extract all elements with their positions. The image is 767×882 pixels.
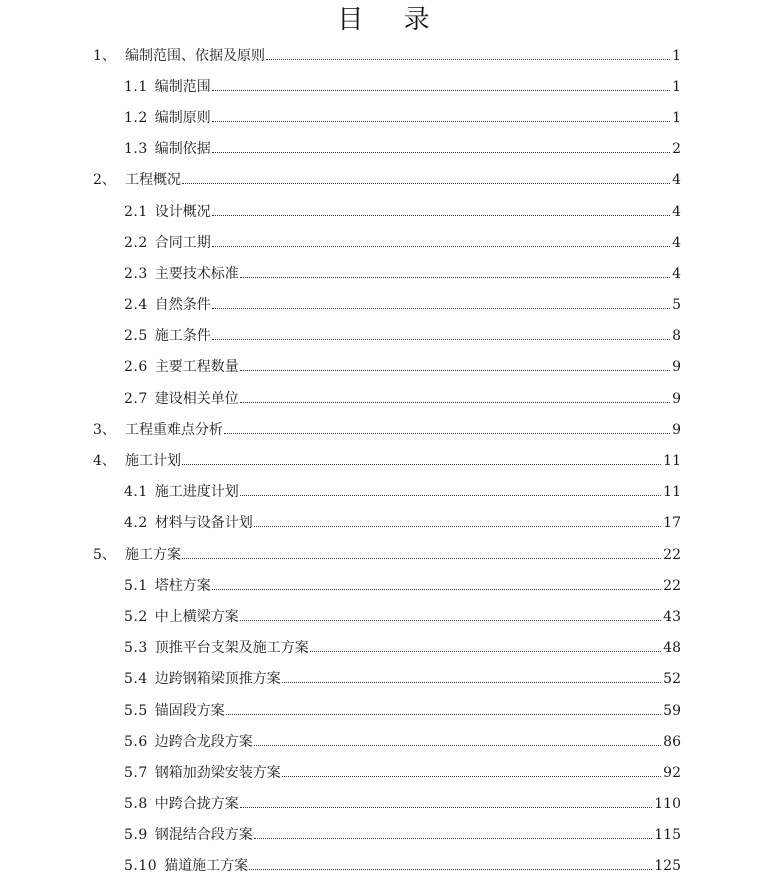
toc-entry-label: 施工进度计划 [154,484,239,501]
toc-subsection-entry[interactable] [0,71,767,102]
toc-dot-leader [266,58,670,60]
toc-entry-label: 塔柱方案 [154,577,211,594]
toc-entry-page-number: 48 [663,640,681,657]
toc-dot-leader [282,775,661,777]
toc-entry-page-number: 52 [663,671,681,688]
toc-entry-number: 1、 [93,47,116,64]
toc-subsection-entry[interactable] [0,664,767,695]
toc-entry-number: 5.4 [124,671,148,688]
toc-entry-page-number: 17 [663,515,681,532]
toc-entry-number: 5.3 [124,640,148,657]
toc-entry-label: 锚固段方案 [154,702,225,719]
toc-entry-label: 合同工期 [154,234,211,251]
toc-entry-label: 工程概况 [125,172,181,189]
toc-entry-page-number: 59 [663,702,681,719]
toc-entry-label: 顶推平台支架及施工方案 [154,640,309,657]
toc-dot-leader [182,463,661,465]
toc-entry-label: 施工条件 [154,328,211,345]
toc-subsection-entry[interactable] [0,757,767,788]
toc-dot-leader [224,432,670,434]
toc-entry-page-number: 9 [672,359,681,376]
toc-entry-page-number: 92 [663,764,681,781]
toc-entry-page-number: 4 [672,265,681,282]
toc-entry-number: 4.1 [124,484,148,501]
toc-dot-leader [249,868,652,870]
toc-entry-label: 主要技术标准 [154,265,239,282]
toc-subsection-entry[interactable] [0,695,767,726]
toc-entry-label: 施工计划 [125,453,181,470]
toc-entry-number: 2.4 [124,297,148,314]
toc-dot-leader [212,245,670,247]
toc-entry-label: 设计概况 [154,203,211,220]
toc-subsection-entry[interactable] [0,633,767,664]
toc-entry-number: 5.10 [124,858,158,875]
toc-dot-leader [254,744,661,746]
toc-subsection-entry[interactable] [0,477,767,508]
toc-entry-label: 边跨钢箱梁顶推方案 [154,671,281,688]
toc-entry-number: 5.8 [124,796,148,813]
toc-entry-label: 编制原则 [154,109,211,126]
toc-entry-label: 编制范围 [154,78,211,95]
toc-entry-page-number: 8 [672,328,681,345]
toc-entry-number: 2.1 [124,203,148,220]
toc-dot-leader [212,214,670,216]
toc-entry-label: 施工方案 [125,546,181,563]
toc-dot-leader [240,401,670,403]
toc-dot-leader [226,713,661,715]
toc-entry-label: 自然条件 [154,297,211,314]
toc-subsection-entry[interactable] [0,851,767,882]
toc-entry-number: 5、 [93,546,116,563]
toc-dot-leader [212,588,661,590]
toc-subsection-entry[interactable] [0,789,767,820]
toc-dot-leader [254,837,653,839]
toc-dot-leader [240,369,670,371]
toc-entry-number: 3、 [93,421,116,438]
toc-entry-page-number: 22 [663,546,681,563]
toc-subsection-entry[interactable] [0,102,767,133]
toc-entry-number: 5.9 [124,827,148,844]
toc-entry-page-number: 5 [672,297,681,314]
toc-dot-leader [182,182,670,184]
toc-entry-number: 5.2 [124,608,148,625]
page-title: 目 录 [337,5,446,35]
toc-entry-label: 编制范围、依据及原则 [125,47,265,64]
toc-entry-label: 中上横梁方案 [154,608,239,625]
toc-subsection-entry[interactable] [0,352,767,383]
toc-entry-number: 4.2 [124,515,148,532]
toc-entry-page-number: 11 [663,453,681,470]
toc-entry-page-number: 1 [672,109,681,126]
toc-entry-number: 2、 [93,172,116,189]
toc-entry-number: 5.1 [124,577,148,594]
toc-entry-number: 1.2 [124,109,148,126]
toc-list [0,40,767,882]
toc-subsection-entry[interactable] [0,258,767,289]
toc-subsection-entry[interactable] [0,508,767,539]
toc-entry-number: 4、 [93,453,116,470]
toc-entry-label: 建设相关单位 [154,390,239,407]
toc-entry-label: 编制依据 [154,141,211,158]
toc-entry-number: 2.3 [124,265,148,282]
toc-subsection-entry[interactable] [0,321,767,352]
toc-entry-label: 钢混结合段方案 [154,827,253,844]
toc-entry-label: 材料与设备计划 [154,515,253,532]
toc-subsection-entry[interactable] [0,383,767,414]
toc-subsection-entry[interactable] [0,601,767,632]
toc-subsection-entry[interactable] [0,290,767,321]
toc-entry-number: 2.7 [124,390,148,407]
toc-entry-label: 钢箱加劲梁安装方案 [154,764,281,781]
toc-entry-page-number: 1 [672,47,681,64]
toc-entry-page-number: 1 [672,78,681,95]
toc-entry-number: 2.5 [124,328,148,345]
toc-entry-label: 边跨合龙段方案 [154,733,253,750]
toc-entry-number: 5.7 [124,764,148,781]
toc-section-entry[interactable] [0,539,767,570]
toc-dot-leader [212,307,670,309]
toc-section-entry[interactable] [0,445,767,476]
toc-dot-leader [212,120,670,122]
toc-entry-page-number: 4 [672,234,681,251]
toc-entry-label: 中跨合拢方案 [154,796,239,813]
toc-entry-page-number: 11 [663,484,681,501]
toc-dot-leader [212,89,670,91]
toc-dot-leader [254,525,661,527]
toc-entry-page-number: 43 [663,608,681,625]
toc-entry-page-number: 115 [654,827,681,844]
toc-subsection-entry[interactable] [0,570,767,601]
toc-entry-page-number: 2 [672,141,681,158]
toc-entry-number: 1.1 [124,78,148,95]
toc-section-entry[interactable] [0,40,767,71]
toc-dot-leader [240,494,661,496]
toc-subsection-entry[interactable] [0,134,767,165]
toc-subsection-entry[interactable] [0,820,767,851]
toc-dot-leader [240,276,670,278]
toc-entry-page-number: 22 [663,577,681,594]
toc-entry-page-number: 9 [672,421,681,438]
toc-entry-page-number: 4 [672,203,681,220]
toc-subsection-entry[interactable] [0,227,767,258]
toc-entry-page-number: 110 [654,796,681,813]
toc-entry-label: 主要工程数量 [154,359,239,376]
toc-entry-number: 5.5 [124,702,148,719]
toc-subsection-entry[interactable] [0,726,767,757]
toc-entry-number: 2.6 [124,359,148,376]
toc-subsection-entry[interactable] [0,196,767,227]
toc-entry-number: 5.6 [124,733,148,750]
toc-dot-leader [240,619,661,621]
toc-dot-leader [282,681,661,683]
toc-dot-leader [182,557,661,559]
toc-section-entry[interactable] [0,165,767,196]
toc-dot-leader [212,151,670,153]
toc-entry-page-number: 4 [672,172,681,189]
toc-entry-number: 1.3 [124,141,148,158]
toc-dot-leader [212,338,670,340]
toc-entry-number: 2.2 [124,234,148,251]
toc-entry-page-number: 125 [654,858,681,875]
toc-dot-leader [240,806,653,808]
toc-entry-page-number: 86 [663,733,681,750]
toc-entry-label: 工程重难点分析 [125,421,223,438]
toc-entry-page-number: 9 [672,390,681,407]
toc-entry-label: 猫道施工方案 [164,858,249,875]
toc-dot-leader [310,650,661,652]
toc-section-entry[interactable] [0,414,767,445]
